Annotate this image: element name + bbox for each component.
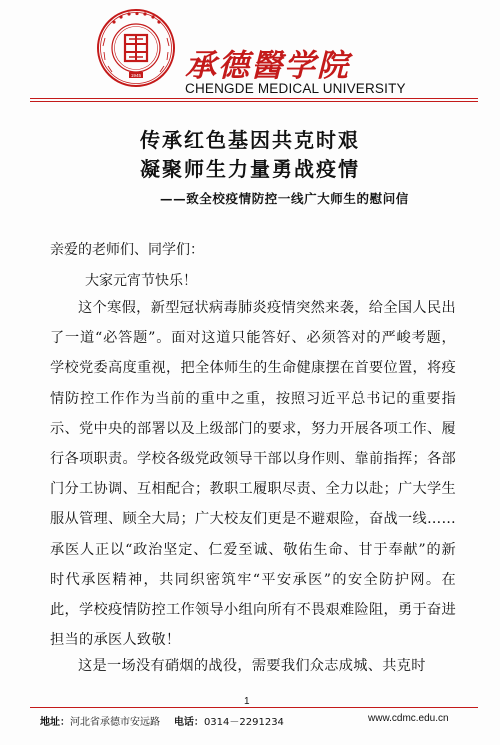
header-divider (30, 98, 478, 99)
body-paragraph-2: 这是一场没有硝烟的战役，需要我们众志成城、共克时 (78, 658, 426, 674)
phone-label: 电话： (173, 717, 204, 728)
footer-website: www.cdmc.edu.cn (368, 713, 449, 724)
svg-text:1945: 1945 (130, 73, 142, 78)
salutation: 亲爱的老师们、同学们： (50, 242, 204, 258)
school-name-chinese: 承德醫学院 (185, 48, 350, 84)
body-paragraph-1: 这个寒假，新型冠状病毒肺炎疫情突然来袭，给全国人民出了一道“必答题”。面对这道只能答好、必须答对的严峻考题，学校党委高度重视，把全体师生的生命健康摆在首要位置，将疫情防控工作作为当前的重中之重，按照习近平总书记的重要指示、党中央的部署以及上级部门的要求，努力开展各项工作、履行各项职责。学校各级党政领导干部以身作则、靠前指挥；各部门分工协调、互相配合；教职工履职尽责、全力以赴；广大学生服从管理、顾全大局；广大校友们更是不避艰险，奋战一线…… 承医人正以“政治坚定、仁爱至诚、敬佑生命、甘于奉献”的新时代承医精神，共同织密筑牢“平安承医”的安全防护网。在此，学校疫情防控工作领导小组向所有不畏艰难险阻，勇于奋进担当的承医人致敬！ (50, 300, 456, 649)
holiday-greeting: 大家元宵节快乐！ (85, 273, 197, 289)
address-label: 地址： (40, 717, 70, 728)
school-name-english: CHENGDE MEDICAL UNIVERSITY (185, 81, 406, 96)
footer-contact (40, 713, 284, 728)
page-number: 1 (244, 696, 250, 707)
footer-divider (30, 707, 478, 708)
phone-value: 0314－2291234 (203, 717, 284, 728)
letter-subtitle: ——致全校疫情防控一线广大师生的慰问信 (160, 191, 409, 206)
letter-title-line-1: 传承红色基因共克时艰 (140, 128, 360, 152)
letter-title-line-2: 凝聚师生力量勇战疫情 (140, 157, 360, 181)
header-divider-thin (30, 101, 478, 102)
address-value: 河北省承德市安远路 (70, 717, 160, 728)
university-seal-logo (96, 8, 176, 88)
